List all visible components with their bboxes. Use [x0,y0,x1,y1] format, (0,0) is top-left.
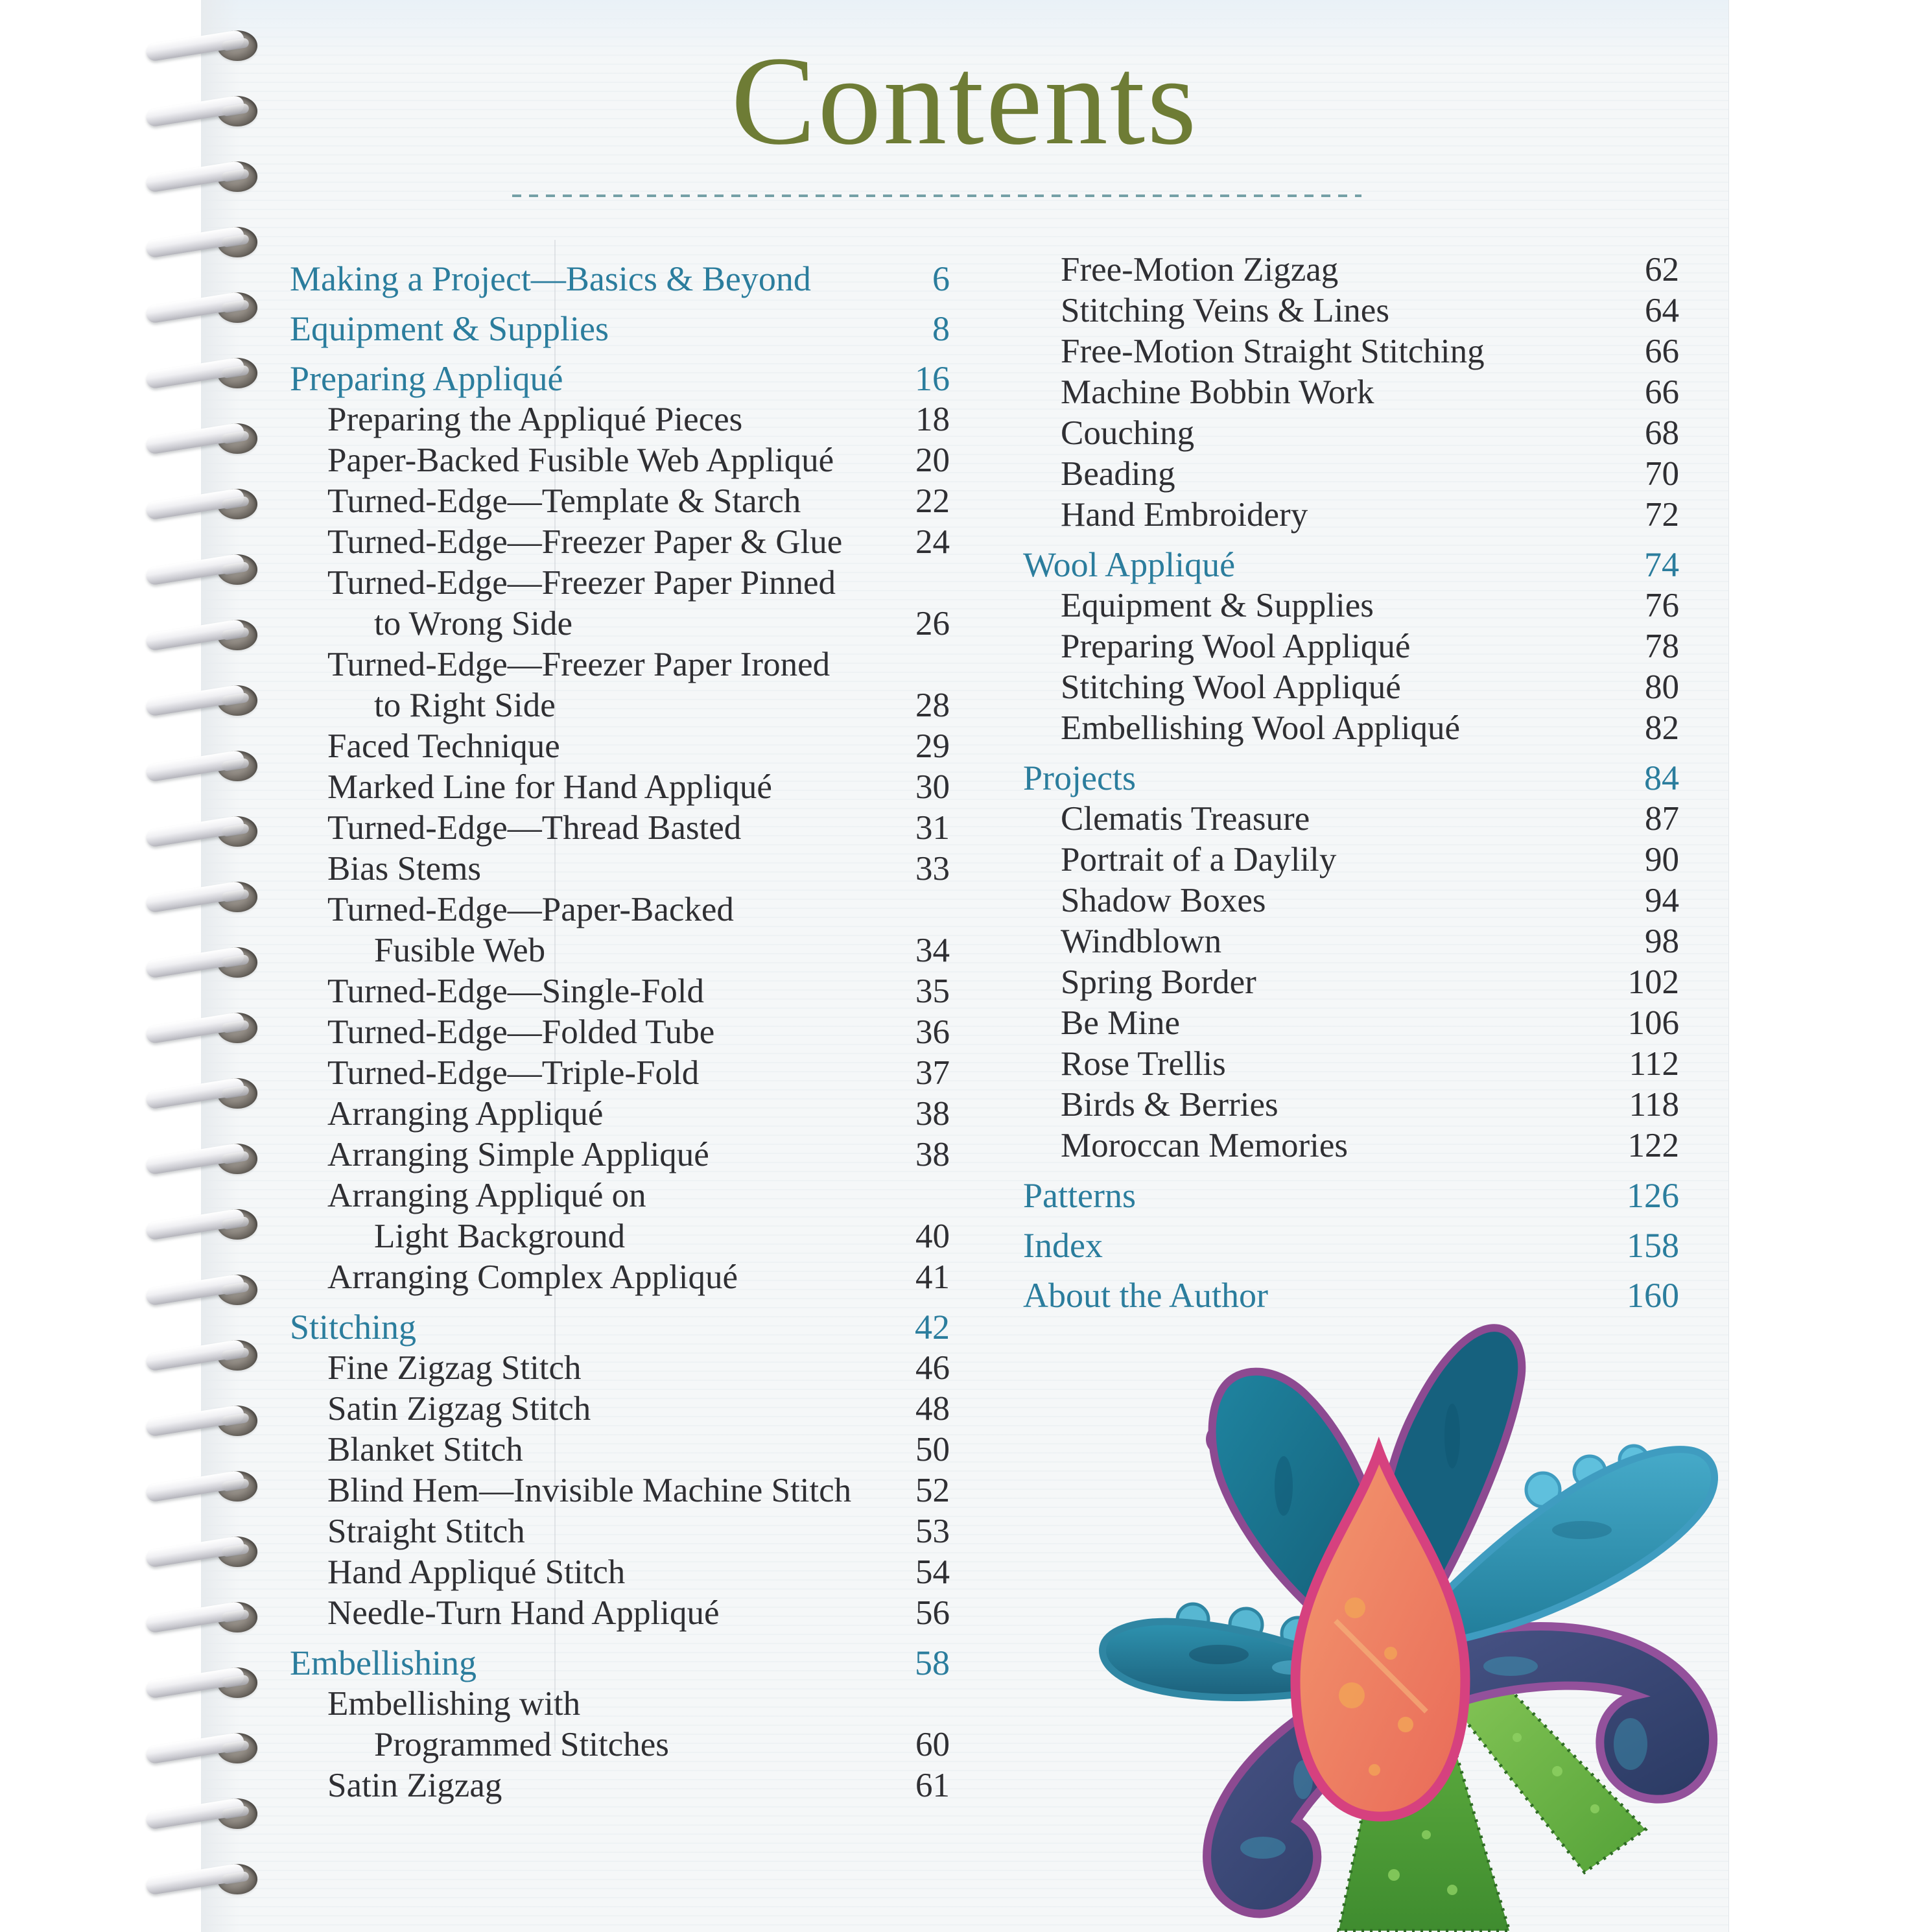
binding-coil-icon [146,158,257,197]
toc-entry-page-number: 122 [1627,1127,1679,1164]
toc-entry-label: Bias Stems [327,850,482,888]
toc-entry [1023,1225,1679,1266]
toc-entry-label: Free-Motion Straight Stitching [1061,333,1485,370]
toc-entry [290,1053,950,1094]
toc-entry [1023,1003,1679,1044]
binding-coil-icon [146,1337,257,1376]
toc-entry [290,440,950,481]
toc-entry [1023,545,1679,585]
toc-entry [1023,290,1679,331]
toc-entry [1023,1044,1679,1085]
toc-entry-page-number: 18 [915,401,950,438]
toc-entry [290,1094,950,1135]
toc-entry [1023,626,1679,667]
toc-entry-label: Turned-Edge—Paper-Backed [327,891,734,928]
toc-entry-label: Clematis Treasure [1061,800,1310,838]
toc-entry-page-number: 74 [1644,545,1679,584]
book-page [201,0,1729,1932]
toc-entry-page-number: 20 [915,442,950,479]
binding-coil-icon [146,748,257,786]
toc-column-left [290,250,950,1806]
toc-entry [1023,1275,1679,1316]
toc-entry [290,685,950,726]
toc-entry-label: Equipment & Supplies [1061,587,1374,624]
toc-entry-label: Portrait of a Daylily [1061,841,1337,878]
toc-entry-label: to Wrong Side [374,605,573,642]
toc-entry [1023,1085,1679,1125]
toc-entry [1023,1125,1679,1166]
toc-entry [290,930,950,971]
binding-coil-icon [146,1402,257,1441]
toc-entry-label: Turned-Edge—Freezer Paper Pinned [327,564,836,602]
toc-entry-page-number: 26 [915,605,950,642]
spiral-binding [0,0,272,1932]
toc-entry-label: Embellishing Wool Appliqué [1061,709,1461,747]
toc-entry [290,1012,950,1053]
toc-entry [290,1593,950,1634]
toc-entry-label: Blind Hem—Invisible Machine Stitch [327,1472,852,1509]
toc-entry-label: Beading [1061,455,1175,493]
binding-coil-icon [146,1468,257,1507]
toc-entry-page-number: 36 [915,1013,950,1051]
toc-entry [290,259,950,300]
binding-coil-icon [146,682,257,721]
toc-entry-label: Embellishing with [327,1685,581,1723]
toc-entry [290,1348,950,1389]
toc-entry-label: Turned-Edge—Single-Fold [327,972,705,1010]
toc-entry-page-number: 60 [915,1726,950,1763]
toc-column-right [1023,250,1679,1316]
toc-entry [1023,962,1679,1003]
toc-entry [290,1135,950,1175]
toc-entry [1023,413,1679,454]
toc-entry-label: Preparing Appliqué [290,359,563,398]
toc-entry-label: Hand Embroidery [1061,496,1308,534]
toc-entry-label: Wool Appliqué [1023,545,1236,584]
toc-entry-label: Preparing the Appliqué Pieces [327,401,743,438]
toc-entry-label: Embellishing [290,1643,477,1682]
toc-entry-page-number: 61 [915,1767,950,1804]
toc-entry-page-number: 40 [915,1218,950,1255]
toc-entry-page-number: 84 [1644,759,1679,797]
flower-applique-image [1089,1316,1738,1932]
toc-entry-page-number: 62 [1645,251,1679,289]
binding-coil-icon [146,486,257,524]
toc-entry-label: Programmed Stitches [374,1726,669,1763]
toc-entry-page-number: 53 [915,1513,950,1550]
title-divider [512,194,1361,197]
binding-coil-icon [146,1795,257,1834]
toc-entry-label: Turned-Edge—Template & Starch [327,482,801,520]
toc-entry-page-number: 160 [1627,1276,1679,1315]
toc-entry-page-number: 158 [1627,1226,1679,1265]
toc-entry-label: Straight Stitch [327,1513,525,1550]
toc-entry-label: Birds & Berries [1061,1086,1278,1124]
toc-entry [1023,585,1679,626]
toc-entry-label: Stitching Veins & Lines [1061,292,1389,329]
binding-coil-icon [146,27,257,66]
binding-coil-icon [146,1664,257,1703]
toc-entry [290,563,950,604]
binding-coil-icon [146,93,257,132]
binding-coil-icon [146,420,257,459]
toc-entry-label: Faced Technique [327,727,560,765]
toc-entry-label: Rose Trellis [1061,1045,1226,1083]
toc-entry [290,1307,950,1348]
toc-entry-page-number: 38 [915,1136,950,1173]
toc-entry-page-number: 34 [915,932,950,969]
toc-entry [290,1684,950,1725]
toc-entry [290,1257,950,1298]
toc-entry [1023,250,1679,290]
toc-entry [290,726,950,767]
toc-entry [290,1175,950,1216]
toc-entry [290,604,950,644]
toc-entry [1023,331,1679,372]
binding-coil-icon [146,813,257,852]
binding-coil-icon [146,617,257,655]
binding-coil-icon [146,878,257,917]
toc-entry-page-number: 38 [915,1095,950,1133]
toc-entry-page-number: 6 [932,259,950,298]
toc-entry-label: Be Mine [1061,1004,1180,1042]
toc-entry [290,1643,950,1684]
toc-entry-page-number: 126 [1627,1176,1679,1215]
toc-entry-page-number: 42 [915,1308,950,1347]
toc-entry-page-number: 33 [915,850,950,888]
toc-entry-label: Equipment & Supplies [290,309,609,348]
toc-entry [290,481,950,522]
toc-entry [1023,667,1679,708]
toc-entry-label: Turned-Edge—Freezer Paper & Glue [327,523,843,561]
toc-entry [1023,880,1679,921]
toc-entry [290,767,950,808]
toc-entry-page-number: 118 [1629,1086,1679,1124]
toc-entry-label: Satin Zigzag Stitch [327,1390,591,1428]
binding-coil-icon [146,1599,257,1638]
toc-entry-label: Preparing Wool Appliqué [1061,628,1411,665]
toc-entry [1023,758,1679,799]
toc-entry [290,644,950,685]
toc-entry-label: Projects [1023,759,1136,797]
toc-entry-label: Spring Border [1061,963,1256,1001]
toc-entry-label: Turned-Edge—Folded Tube [327,1013,715,1051]
toc-entry-page-number: 82 [1645,709,1679,747]
binding-coil-icon [146,1075,257,1114]
toc-entry-page-number: 41 [915,1258,950,1296]
toc-entry [1023,840,1679,880]
toc-entry-page-number: 30 [915,768,950,806]
toc-entry-page-number: 106 [1627,1004,1679,1042]
toc-entry-label: Arranging Appliqué on [327,1177,646,1214]
toc-entry-label: Making a Project—Basics & Beyond [290,259,811,298]
toc-entry-page-number: 66 [1645,373,1679,411]
toc-entry-page-number: 66 [1645,333,1679,370]
toc-entry [290,522,950,563]
toc-entry-label: Blanket Stitch [327,1431,523,1468]
binding-coil-icon [146,944,257,983]
toc-entry-label: Turned-Edge—Thread Basted [327,809,742,847]
toc-entry-label: Arranging Complex Appliqué [327,1258,738,1296]
binding-coil-icon [146,289,257,328]
binding-coil-icon [146,1861,257,1900]
toc-entry [290,971,950,1012]
toc-entry [290,1765,950,1806]
toc-entry-page-number: 72 [1645,496,1679,534]
toc-entry-label: Shadow Boxes [1061,882,1266,919]
toc-entry [290,1470,950,1511]
toc-entry [290,1511,950,1552]
binding-coil-icon [146,224,257,263]
toc-entry [290,399,950,440]
toc-entry [1023,708,1679,749]
toc-entry-label: Stitching Wool Appliqué [1061,668,1401,706]
toc-entry-page-number: 28 [915,687,950,724]
toc-entry-label: Windblown [1061,923,1222,960]
toc-entry [290,309,950,349]
toc-entry-label: Machine Bobbin Work [1061,373,1374,411]
toc-entry [290,1389,950,1430]
toc-entry-label: Fine Zigzag Stitch [327,1349,582,1387]
toc-entry-page-number: 16 [915,359,950,398]
toc-entry-label: Needle-Turn Hand Appliqué [327,1594,720,1632]
toc-entry [290,1216,950,1257]
toc-entry-label: Satin Zigzag [327,1767,502,1804]
toc-entry [290,1430,950,1470]
toc-entry-page-number: 31 [915,809,950,847]
toc-entry-page-number: 46 [915,1349,950,1387]
page-title: Contents [731,30,1199,171]
toc-entry-page-number: 78 [1645,628,1679,665]
toc-entry-label: Couching [1061,414,1195,452]
binding-coil-icon [146,1533,257,1572]
toc-entry [1023,454,1679,495]
toc-entry-label: Fusible Web [374,932,546,969]
toc-entry-page-number: 48 [915,1390,950,1428]
toc-entry-page-number: 68 [1645,414,1679,452]
binding-coil-icon [146,1271,257,1310]
toc-entry-label: Turned-Edge—Freezer Paper Ironed [327,646,831,683]
toc-entry-label: Arranging Simple Appliqué [327,1136,709,1173]
toc-entry-page-number: 64 [1645,292,1679,329]
toc-entry-page-number: 52 [915,1472,950,1509]
toc-entry-page-number: 80 [1645,668,1679,706]
toc-entry-label: Paper-Backed Fusible Web Appliqué [327,442,834,479]
toc-entry-page-number: 58 [915,1643,950,1682]
toc-entry-label: Arranging Appliqué [327,1095,604,1133]
binding-coil-icon [146,1730,257,1769]
toc-entry-page-number: 76 [1645,587,1679,624]
toc-entry [1023,495,1679,536]
toc-entry-page-number: 8 [932,309,950,348]
toc-entry-page-number: 94 [1645,882,1679,919]
toc-entry [1023,799,1679,840]
toc-entry-page-number: 112 [1629,1045,1679,1083]
toc-entry [1023,921,1679,962]
toc-entry-page-number: 102 [1627,963,1679,1001]
toc-entry-page-number: 54 [915,1553,950,1591]
toc-entry [290,1552,950,1593]
toc-entry-page-number: 29 [915,727,950,765]
toc-entry-label: Marked Line for Hand Appliqué [327,768,772,806]
toc-entry-label: Light Background [374,1218,626,1255]
toc-entry-page-number: 56 [915,1594,950,1632]
toc-entry-page-number: 35 [915,972,950,1010]
toc-entry-page-number: 87 [1645,800,1679,838]
toc-entry-page-number: 90 [1645,841,1679,878]
binding-coil-icon [146,355,257,394]
toc-entry-label: About the Author [1023,1276,1268,1315]
toc-entry-page-number: 70 [1645,455,1679,493]
toc-entry-label: Stitching [290,1308,417,1347]
toc-entry [290,849,950,889]
binding-coil-icon [146,1140,257,1179]
toc-entry-label: Patterns [1023,1176,1136,1215]
toc-entry-page-number: 50 [915,1431,950,1468]
toc-entry [290,808,950,849]
binding-coil-icon [146,1206,257,1245]
toc-entry [290,359,950,399]
toc-entry-label: Free-Motion Zigzag [1061,251,1339,289]
toc-entry-page-number: 37 [915,1054,950,1092]
toc-entry-label: to Right Side [374,687,556,724]
toc-entry [1023,1175,1679,1216]
binding-coil-icon [146,1009,257,1048]
toc-entry [1023,372,1679,413]
toc-entry-page-number: 24 [915,523,950,561]
toc-entry [290,889,950,930]
toc-entry-page-number: 22 [915,482,950,520]
toc-entry-label: Index [1023,1226,1103,1265]
toc-entry [290,1725,950,1765]
toc-entry-label: Moroccan Memories [1061,1127,1348,1164]
binding-coil-icon [146,551,257,590]
toc-entry-page-number: 98 [1645,923,1679,960]
toc-entry-label: Hand Appliqué Stitch [327,1553,626,1591]
toc-entry-label: Turned-Edge—Triple-Fold [327,1054,700,1092]
